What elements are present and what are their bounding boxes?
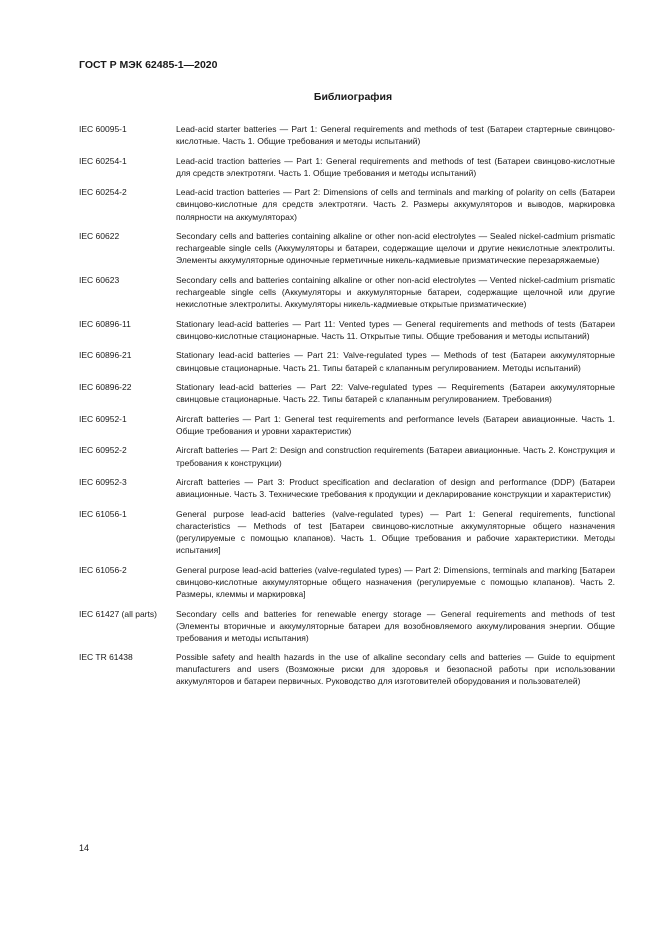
entry-description: Possible safety and health hazards in the use of alkaline secondary cells and batteries — Guide to equipment manufacturers and users (Возможные риски для здоровья и безопасной работы при использовании аккумуляторов и батареи первичных. Руководство для изготовителей оборудования и пользователей) <box>176 652 615 687</box>
bibliography-entry <box>79 349 615 373</box>
bibliography-entry <box>79 274 615 310</box>
entry-code: IEC 61056-1 <box>79 508 127 519</box>
entry-description: Secondary cells and batteries containing alkaline or other non-acid electrolytes — Sealed nickel-cadmium prismatic rechargeable single cells (Аккумуляторы и батареи, содержащие щелочи и другие некислотные электролиты. Элементы аккумуляторные одиночные герметичные никель-кадмиевые призматические перезаряжаемые) <box>176 231 615 266</box>
entry-code: IEC 61056-2 <box>79 564 127 575</box>
bibliography-entry <box>79 381 615 405</box>
entry-code: IEC 60952-3 <box>79 477 127 488</box>
bibliography-list <box>79 123 615 695</box>
entry-description: Aircraft batteries — Part 3: Product specification and declaration of design and performance (DDP) (Батареи авиационные. Часть 3. Технические требования к продукции и декларирование конструкции и характеристик) <box>176 477 615 500</box>
entry-description: Aircraft batteries — Part 1: General test requirements and performance levels (Батареи авиационные. Часть 1. Общие требования и уровни характеристик) <box>176 413 615 436</box>
bibliography-entry <box>79 508 615 556</box>
entry-code: IEC 60896-21 <box>79 350 132 361</box>
entry-code: IEC TR 61438 <box>79 652 133 663</box>
entry-code: IEC 61427 (all parts) <box>79 608 157 619</box>
entry-code: IEC 60952-2 <box>79 445 127 456</box>
bibliography-entry <box>79 318 615 342</box>
entry-description: General purpose lead-acid batteries (valve-regulated types) — Part 1: General requirements, functional characteristics — Methods of test [Батареи свинцово-кислотные аккумуляторные общего назначения (регулируемые с помощью клапанов). Часть 1. Общие требования и рабочие характеристики. Методы испытания] <box>176 508 615 556</box>
document-header: ГОСТ Р МЭК 62485-1—2020 <box>79 59 218 71</box>
entry-description: Stationary lead-acid batteries — Part 11: Vented types — General requirements and methods of tests (Батареи свинцово-кислотные стационарные. Часть 11. Открытые типы. Общие требования и методы испытаний) <box>176 318 615 341</box>
entry-code: IEC 60896-22 <box>79 382 132 393</box>
bibliography-entry <box>79 186 615 222</box>
bibliography-entry <box>79 155 615 179</box>
bibliography-entry <box>79 564 615 600</box>
entry-code: IEC 60952-1 <box>79 413 127 424</box>
entry-code: IEC 60896-11 <box>79 318 131 329</box>
bibliography-entry <box>79 123 615 147</box>
entry-description: Aircraft batteries — Part 2: Design and construction requirements (Батареи авиационные. Часть 2. Конструкция и требования к конструкции) <box>176 445 615 468</box>
entry-description: Secondary cells and batteries for renewable energy storage — General requirements and methods of test (Элементы вторичные и аккумуляторные батареи для возобновляемого аккумулирования энергии. Общие требования и методы испытания) <box>176 608 615 643</box>
entry-description: Lead-acid traction batteries — Part 1: General requirements and methods of test (Батареи свинцово-кислотные для средств электротяги. Часть 1. Общие требования и методы испытаний) <box>176 155 615 178</box>
bibliography-entry <box>79 230 615 266</box>
bibliography-entry <box>79 651 615 687</box>
section-title: Библиография <box>313 91 393 103</box>
entry-description: Stationary lead-acid batteries — Part 22: Valve-regulated types — Requirements (Батареи аккумуляторные свинцовые стационарные. Часть 22. Типы батарей с клапанным регулированием. Требования) <box>176 382 615 405</box>
entry-description: Lead-acid traction batteries — Part 2: Dimensions of cells and terminals and marking of polarity on cells (Батареи свинцово-кислотные для средств электротяги. Часть 2. Размеры аккумуляторов и выводов, маркировка полярности на аккумуляторах) <box>176 187 615 222</box>
entry-code: IEC 60622 <box>79 231 120 242</box>
entry-code: IEC 60254-1 <box>79 155 127 166</box>
entry-description: Lead-acid starter batteries — Part 1: General requirements and methods of test (Батареи стартерные свинцово-кислотные. Часть 1. Общие требования и методы испытаний) <box>176 124 615 147</box>
page-number: 14 <box>79 843 90 853</box>
entry-code: IEC 60095-1 <box>79 124 127 134</box>
entry-code: IEC 60254-2 <box>79 187 127 198</box>
bibliography-entry <box>79 476 615 500</box>
entry-description: Secondary cells and batteries containing alkaline or other non-acid electrolytes — Vented nickel-cadmium prismatic rechargeable single cells (Аккумуляторы и аккумуляторные батареи, содержащие щелочной или другие некислотные электролиты. Аккумуляторы никель-кадмиевые открытые призматические) <box>176 274 615 310</box>
entry-code: IEC 60623 <box>79 274 120 285</box>
entry-description: Stationary lead-acid batteries — Part 21: Valve-regulated types — Methods of test (Батареи аккумуляторные свинцовые стационарные. Часть 21. Типы батарей с клапанным регулированием. Методы испытаний) <box>176 350 615 373</box>
bibliography-entry <box>79 608 615 644</box>
bibliography-entry <box>79 413 615 437</box>
bibliography-entry <box>79 444 615 468</box>
entry-description: General purpose lead-acid batteries (valve-regulated types) — Part 2: Dimensions, terminals and marking [Батареи свинцово-кислотные аккумуляторные общего назначения (регулируемые с помощью клапанов). Часть 2. Размеры, клеммы и маркировка] <box>176 564 615 599</box>
